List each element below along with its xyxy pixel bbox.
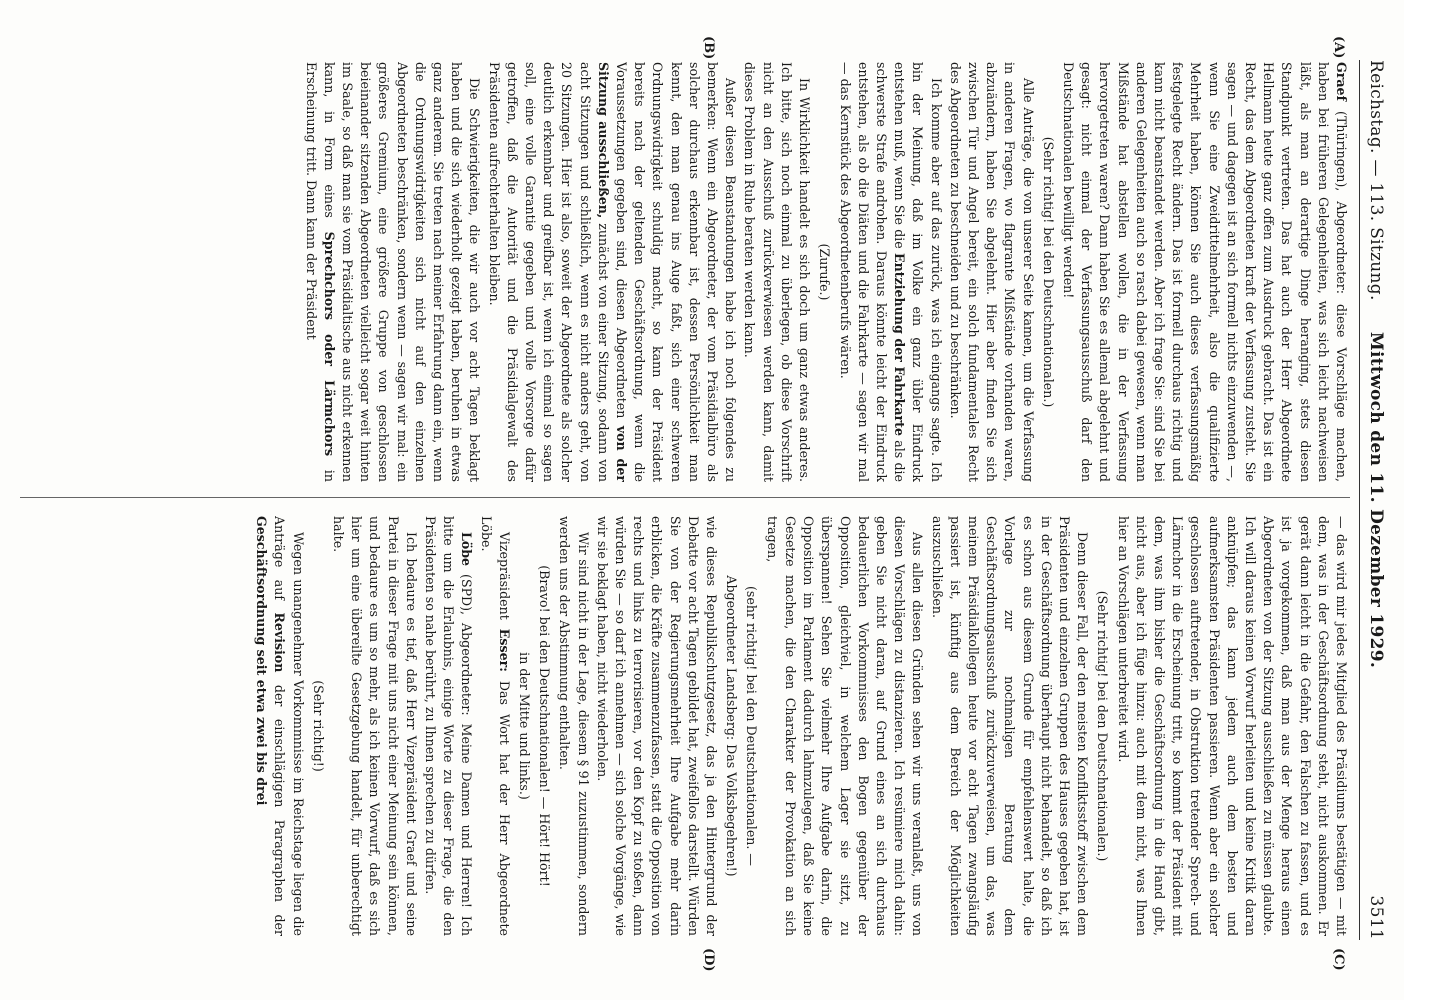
- paragraph-text: der einschlägigen Paragraphen der: [272, 684, 288, 936]
- paragraph-text: Wegen unangenehmer Vorkommnisse im Reichstage liegen die Anträge auf: [272, 516, 306, 936]
- paragraph: wie dieses Republikschutzgesetz, das ja den Hintergrund der Debatte vor acht Tagen gebildet hat, zweifellos darstellt. Würden Sie von der Regierungsmehrheit Ihre Aufgabe mehr darin erblicken, die Kräfte zusammenzufassen, statt die Opposition von rechts und links zu terrorisieren, vor den Kopf zu stoßen, dann würden Sie — so darf ich annehmen — sich solche Vorgänge, wie wir sie beklagt haben, nicht wiederholen.: [594, 516, 720, 936]
- running-header: [1360, 60, 1390, 940]
- emphasis: Revision: [272, 612, 288, 673]
- reaction-note: (Sehr richtig! bei den Deutschnationalen.): [1040, 136, 1056, 408]
- paragraph: [835, 62, 944, 482]
- paragraph-text: als die schwerste Strafe androhen. Daraus könnte leicht der Eindruck entstehen, als ob die Diäten und die Fahrkarte — sagen wir mal — das Kernstück des Abgeordnetenberufs wären.: [837, 62, 908, 482]
- emphasis: Sprechchors oder Lärmchors: [321, 231, 337, 457]
- emphasis: von der Sitzung ausschließen,: [595, 62, 630, 482]
- margin-marker-a: (A): [1331, 36, 1346, 59]
- reaction-note: Abgeordneter Landsberg: Das Volksbegehren!): [724, 575, 740, 877]
- paragraph: [484, 62, 739, 482]
- paragraph-text: Das Wort hat der Herr Abgeordnete Löbe.: [478, 516, 512, 936]
- paragraph: [476, 516, 512, 936]
- paragraph: [252, 516, 307, 936]
- paragraph: [301, 62, 483, 482]
- reaction-note: (Sehr richtig!): [310, 680, 326, 772]
- speaker-name: Esser:: [496, 628, 512, 672]
- speaker-name: Graef: [1334, 62, 1349, 101]
- paragraph: [1059, 62, 1350, 482]
- margin-marker-b: (B): [701, 36, 716, 60]
- header-session: Reichstag. — 113. Sitzung.: [1366, 60, 1386, 301]
- emphasis: Entziehung der Fahrkarte: [892, 252, 908, 436]
- paragraph-text: Ich komme aber auf das zurück, was ich eingangs sagte. Ich bin der Meinung, daß im Volke ein ganz übler Eindruck entstehen muß, wenn Sie die: [892, 62, 944, 482]
- paragraph-text: Die Schwierigkeiten, die wir auch vor acht Tagen beklagt haben und die sich wiederholt gezeigt haben, beruhen in etwas ganz anderem. Sie treten nach meiner Erfahrung dann ein, wenn die Ordnungswidrigkeiten sich nicht auf den einzelnen Abgeordneten beschränken, sondern wenn — sagen wir mal: ein größeres Gremium, eine größere Gruppe von geschlossen beieinander sitzenden Abgeordneten vielleicht sogar weit hinten im Saale, so daß man sie vom Präsidialtische aus nicht erkennen kann, in Form eines: [321, 62, 483, 482]
- reaction-note: (Bravo! bei den Deutschnationalen! — Hört! Hört!: [537, 565, 553, 887]
- speaker-name: Löbe: [459, 532, 475, 567]
- right-column: [20, 516, 1350, 936]
- page-number: 3511: [1366, 895, 1386, 940]
- paragraph: In Wirklichkeit handelt es sich doch um ganz etwas anderes. Ich bitte, sich noch einmal zu überlegen, ob diese Vorschrift nicht an den Ausschuß zurückverwiesen werden kann, damit dieses Problem in Ruhe beraten werden kann.: [742, 62, 813, 482]
- header-rule: [1359, 60, 1360, 940]
- paragraph-text: Vizepräsident: [496, 532, 512, 620]
- reaction-note: (sehr richtig! bei den Deutschnationalen. —: [744, 585, 760, 866]
- left-column: [20, 62, 1350, 482]
- paragraph-text: in Erscheinung tritt. Dann kann der Präsident: [303, 62, 337, 482]
- margin-marker-c: (C): [1331, 948, 1346, 971]
- header-date: Mittwoch den 11. Dezember 1929.: [1366, 331, 1386, 669]
- emphasis: Geschäftsordnung seit etwa zwei bis drei: [254, 516, 270, 806]
- paragraph-text: diese Vorschläge machen, haben bei früheren Gelegenheiten, was sich leicht nachweisen läßt, als man an derartige Dinge heranging, stets diesen Standpunkt vertreten. Das hat auch der Herr Abgeordnete Hellmann heute ganz offen zum Ausdruck gebracht. Das ist ein Recht, das dem Abgeordneten kraft der Verfassung zusteht. Sie sagen — und dagegen ist an sich formell nichts einzuwenden —, wenn Sie eine Zweidrittelmehrheit, also die qualifizierte Mehrheit haben, können Sie auch dieses verfassungsmäßig festgelegte Recht ändern. Das ist formell durchaus richtig und kann nicht beanstandet werden. Aber ich frage Sie: sind Sie bei anderen Gelegenheiten auch so rasch dabei gewesen, wenn man Mißstände hat abstellen wollen, die in der Verfassung hervorgetreten waren? Dann haben Sie es allemal abgelehnt und gesagt: nicht einmal der Verfassungsausschuß darf den Deutschnationalen bewilligt werden!: [1060, 62, 1349, 482]
- paragraph-text: zunächst von einer Sitzung, sodann von acht Sitzungen und schließlich, wenn es nicht anders geht, von 20 Sitzungen. Hier ist also, soweit der Abgeordnete als solcher deutlich erkennbar und greifbar ist, wenn ich einmal so sagen soll, eine volle Garantie gegeben und volle Vorsorge dafür getroffen, daß die Autorität und die Präsidialgewalt des Präsidenten aufrechterhalten bleiben.: [486, 62, 611, 482]
- column-divider: [20, 497, 1350, 498]
- paragraph: — das wird mir jedes Mitglied des Präsidiums bestätigen — mit dem, was in der Geschäftsordnung steht, nicht auskommen. Er gerät dann leicht in die Gefahr, den Falschen zu fassen, und es ist ja vorgekommen, daß man aus der Menge heraus einen Abgeordneten von der Sitzung ausschließen zu müssen glaubte. Ich will daraus keinen Vorwurf herleiten und keine Kritik daran anknüpfen; das kann jedem auch dem besten und aufmerksamsten Präsidenten passieren. Wenn aber ein solcher geschlossen auftretender, in Obstruktion tretender Sprech- und Lärmchor in die Erscheinung tritt, so kommt der Präsident mit dem, was ihm bisher die Geschäftsordnung in die Hand gibt, nicht aus, aber ich füge hinzu: auch mit dem nicht, was Ihnen hier an Vorschlägen unterbreitet wird.: [1115, 516, 1349, 936]
- margin-marker-d: (D): [701, 948, 716, 972]
- paragraph-text: Außer diesen Beanstandungen habe ich noch folgendes zu bemerken: Wenn ein Abgeordneter, der vom Präsidialbüro als solcher durchaus erkennbar ist, dessen Persönlichkeit man kennt, den man genau ins Auge faßt, sich einer schweren Ordnungswidrigkeit schuldig macht, so kann der Präsident bereits nach der geltenden Geschäftsordnung, wenn die Voraussetzungen gegeben sind, diesen Abgeordneten: [614, 62, 739, 482]
- paragraph: Ich bedaure es tief, daß Herr Vizepräsident Graef und seine Partei in dieser Frage mit uns nicht einer Meinung sein können, und bedaure es um so mehr, als ich keinen Vorwurf, daß es sich hier um eine übereilte Gesetzgebung handelt, für unberechtigt halte.: [331, 516, 419, 936]
- paragraph: Wir sind nicht in der Lage, diesem § 91 zuzustimmen, sondern werden uns der Abstimmung enthalten.: [557, 516, 591, 936]
- reaction-note: in der Mitte und links.): [517, 652, 533, 800]
- reaction-note: (Zurufe.): [817, 243, 833, 301]
- paragraph: Denn dieser Fall, der den meisten Konfliktsstoff zwischen dem Präsidenten und einzelnen Gruppen des Hauses gegeben hat, ist in der Geschäftsordnung überhaupt nicht behandelt, so daß ich es schon aus diesem Grunde für empfehlenswert halte, die Vorlage zur nochmaligen Beratung dem Geschäftsordnungsausschuß zurückzuverweisen, um das, was meinem Präsidialkollegen heute vor acht Tagen zwangsläufig passiert ist, künftig aus dem Bereich der Möglichkeiten auszuschließen.: [929, 516, 1091, 936]
- paragraph: [421, 516, 476, 936]
- paragraph-text: (SPD), Abgeordneter: Meine Damen und Herren! Ich bitte um die Erlaubnis, einige Worte zu dieser Frage, die den Präsidenten so nahe berührt, zu Ihnen sprechen zu dürfen.: [423, 516, 475, 936]
- speaker-note: (Thüringen), Abgeordneter:: [1334, 111, 1349, 294]
- reaction-note: (Sehr richtig! bei den Deutschnationalen.): [1095, 590, 1111, 862]
- paragraph: Alle Anträge, die von unserer Seite kamen, um die Verfassung in anderen Fragen, wo flagrante Mißstände vorhanden waren, abzuändern, haben Sie abgelehnt. Hier aber finden Sie sich zwischen Tür und Angel bereit, ein solch fundamentales Recht des Abgeordneten zu beschneiden und zu beschränken.: [947, 62, 1036, 482]
- paragraph: Aus allen diesen Gründen sehen wir uns veranlaßt, uns von diesen Vorschlägen zu distanzieren. Ich resümiere mich dahin: geben Sie nicht daran, auf Grund eines an sich durchaus bedauerlichen Vorkommnisses den Bogen gegenüber der Opposition, gleichviel, in welchem Lager sie sitzt, zu überspannen! Sehen Sie vielmehr Ihre Aufgabe darin, die Opposition im Parlament dadurch lahmzulegen, daß Sie keine Gesetze machen, die den Charakter der Provokation an sich tragen,: [764, 516, 926, 936]
